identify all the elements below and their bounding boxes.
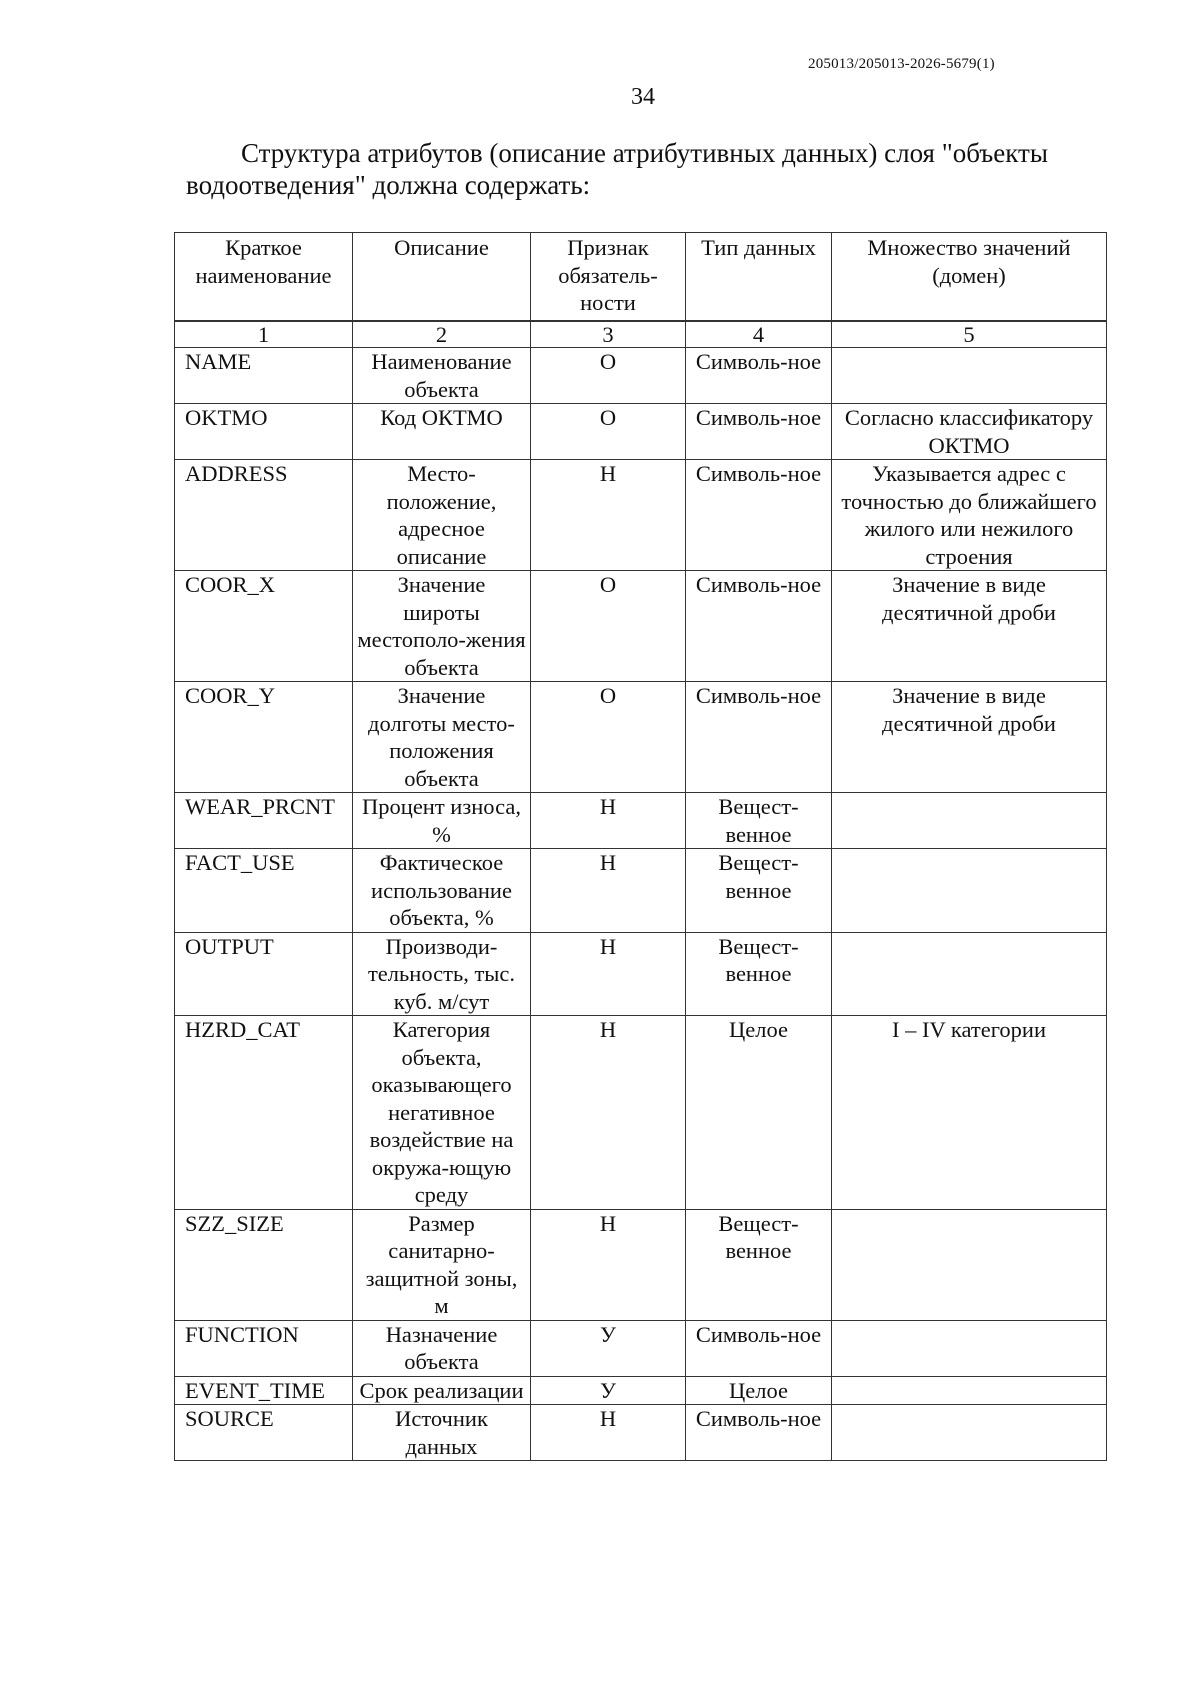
header-label: Краткое наименование [195,235,332,288]
cell-data-type: Символь-ное [686,348,832,404]
cell-mandatory-flag: О [531,571,686,682]
table-row [175,1320,1107,1376]
column-number: 2 [353,321,531,348]
cell-description: Срок реализации [353,1376,531,1405]
cell-mandatory-flag: О [531,348,686,404]
cell-short-name: COOR_Y [175,682,353,793]
cell-description: Значение долготы место-положения объекта [353,682,531,793]
cell-domain: Значение в виде десятичной дроби [832,682,1107,793]
cell-description: Значение широты местополо-жения объекта [353,571,531,682]
cell-description: Производи-тельность, тыс. куб. м/сут [353,932,531,1016]
cell-data-type: Вещест-венное [686,932,832,1016]
cell-domain: Значение в виде десятичной дроби [832,571,1107,682]
table-row [175,404,1107,460]
cell-data-type: Целое [686,1016,832,1210]
column-number-row [175,321,1107,348]
header-short-name [175,233,353,322]
cell-short-name: FACT_USE [175,849,353,933]
header-label: Множество значений (домен) [867,235,1071,288]
cell-description: Размер санитарно-защитной зоны, м [353,1209,531,1320]
cell-data-type: Целое [686,1376,832,1405]
cell-domain [832,1405,1107,1461]
cell-short-name: NAME [175,348,353,404]
cell-description: Источник данных [353,1405,531,1461]
table-row [175,348,1107,404]
cell-mandatory-flag: Н [531,849,686,933]
header-label: Описание [394,235,489,260]
cell-domain: Указывается адрес с точностью до ближайшего жилого или нежилого строения [832,460,1107,571]
table-row [175,1376,1107,1405]
cell-mandatory-flag: О [531,682,686,793]
cell-data-type: Символь-ное [686,460,832,571]
cell-short-name: COOR_X [175,571,353,682]
cell-data-type: Символь-ное [686,1405,832,1461]
cell-domain [832,932,1107,1016]
table-row [175,1405,1107,1461]
table-row [175,682,1107,793]
page-number: 34 [631,84,655,110]
cell-description: Место-положение, адресное описание [353,460,531,571]
table-row [175,932,1107,1016]
cell-data-type: Символь-ное [686,1320,832,1376]
cell-domain [832,1320,1107,1376]
cell-data-type: Вещест-венное [686,849,832,933]
cell-short-name: WEAR_PRCNT [175,793,353,849]
cell-domain [832,1209,1107,1320]
cell-domain [832,849,1107,933]
cell-description: Код ОКТМО [353,404,531,460]
cell-description: Назначение объекта [353,1320,531,1376]
cell-description: Процент износа, % [353,793,531,849]
document-code: 205013/205013-2026-5679(1) [808,56,995,72]
column-number: 5 [832,321,1107,348]
cell-short-name: FUNCTION [175,1320,353,1376]
intro-paragraph: Структура атрибутов (описание атрибутивных данных) слоя "объекты водоотведения" должна содержать: [186,138,1048,200]
cell-description: Фактическое использование объекта, % [353,849,531,933]
cell-mandatory-flag: О [531,404,686,460]
header-row [175,233,1107,322]
cell-description: Наименование объекта [353,348,531,404]
cell-description: Категория объекта, оказывающего негативное воздействие на окружа-ющую среду [353,1016,531,1210]
cell-mandatory-flag: Н [531,1016,686,1210]
column-number: 1 [175,321,353,348]
table-row [175,571,1107,682]
cell-data-type: Символь-ное [686,571,832,682]
table-row [175,793,1107,849]
table-row [175,460,1107,571]
attributes-table [174,232,1107,1461]
cell-short-name: SZZ_SIZE [175,1209,353,1320]
cell-data-type: Вещест-венное [686,793,832,849]
cell-mandatory-flag: Н [531,932,686,1016]
cell-domain: I – IV категории [832,1016,1107,1210]
cell-domain [832,1376,1107,1405]
cell-domain: Согласно классификатору ОКТМО [832,404,1107,460]
cell-short-name: HZRD_CAT [175,1016,353,1210]
header-label: Тип данных [701,235,816,260]
cell-data-type: Вещест-венное [686,1209,832,1320]
column-number: 4 [686,321,832,348]
table-row [175,849,1107,933]
cell-short-name: OKTMO [175,404,353,460]
cell-mandatory-flag: У [531,1320,686,1376]
cell-short-name: SOURCE [175,1405,353,1461]
cell-short-name: OUTPUT [175,932,353,1016]
cell-data-type: Символь-ное [686,404,832,460]
header-data-type [686,233,832,322]
cell-domain [832,793,1107,849]
cell-mandatory-flag: Н [531,793,686,849]
cell-short-name: ADDRESS [175,460,353,571]
header-domain [832,233,1107,322]
cell-domain [832,348,1107,404]
table-row [175,1016,1107,1210]
table-row [175,1209,1107,1320]
header-mandatory-flag [531,233,686,322]
header-description [353,233,531,322]
cell-short-name: EVENT_TIME [175,1376,353,1405]
column-number: 3 [531,321,686,348]
cell-mandatory-flag: Н [531,1209,686,1320]
cell-data-type: Символь-ное [686,682,832,793]
header-label: Признак обязатель-ности [558,235,658,315]
cell-mandatory-flag: Н [531,460,686,571]
cell-mandatory-flag: У [531,1376,686,1405]
cell-mandatory-flag: Н [531,1405,686,1461]
